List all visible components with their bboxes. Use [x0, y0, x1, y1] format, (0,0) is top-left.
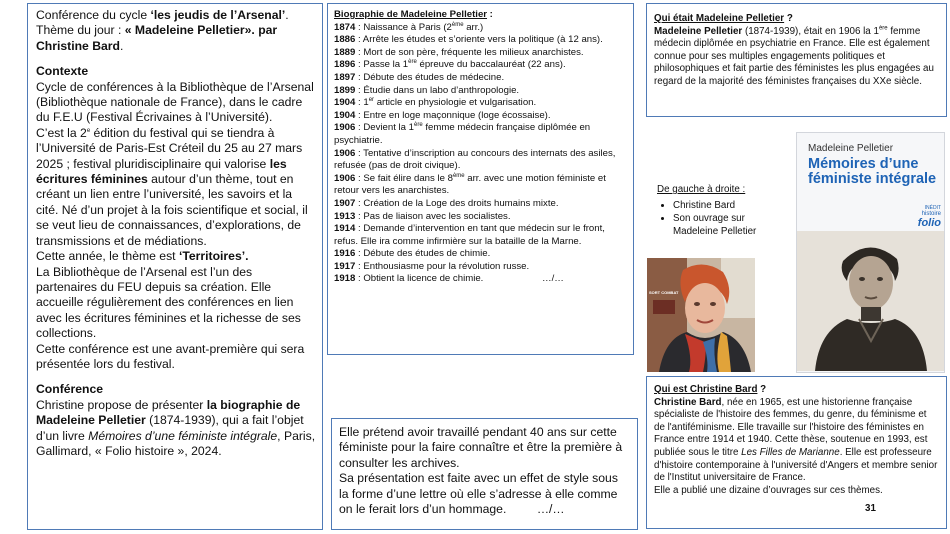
biography-entry: 1906 : Devient la 1ère femme médecin française diplômée en psychiatrie.	[334, 122, 591, 146]
context-paragraph-4: La Bibliothèque de l’Arsenal est l’un des partenaires du FEU depuis sa création. Elle accueille régulièrement des conférences en lien avec les écritures féminines et la richesse de ses collections.	[36, 264, 301, 341]
book-author: Madeleine Pelletier	[808, 143, 894, 154]
biography-entry: 1914 : Demande d’intervention en tant que médecin sur le front, refus. Elle ira comme infirmière sur la bataille de la Marne.	[334, 223, 605, 247]
biography-entry: 1896 : Passe la 1ère épreuve du baccalauréat (22 ans).	[334, 59, 566, 71]
context-heading: Contexte	[36, 64, 89, 79]
christine-bard-photo	[647, 258, 755, 372]
biography-entry: 1913 : Pas de liaison avec les socialistes.	[334, 210, 511, 222]
book-cover	[796, 132, 945, 373]
biography-entry: 1916 : Débute des études de chimie.	[334, 248, 491, 260]
biography-entry: 1899 : Étudie dans un labo d’anthropologie.	[334, 84, 520, 96]
biography-entry: 1889 : Mort de son père, fréquente les milieux anarchistes.	[334, 46, 584, 58]
biography-entry: 1886 : Arrête les études et s’oriente vers la politique (à 12 ans).	[334, 34, 603, 46]
conference-paragraph: Christine propose de présenter la biographie de Madeleine Pelletier (1874-1939), qui a fait l’objet d’un livre Mémoires d’une féministe intégrale, Paris, Gallimard, « Folio histoire », 2024.	[36, 397, 316, 458]
biography-entry: 1874 : Naissance à Paris (2ème arr.)	[334, 21, 484, 33]
conference-heading: Conférence	[36, 382, 104, 397]
biography-entry: 1904 : Entre en loge maçonnique (loge écossaise).	[334, 109, 551, 121]
context-paragraph-3: Cette année, le thème est ‘Territoires’.	[36, 249, 249, 264]
who-is-bard-text: Christine Bard, née en 1965, est une historienne française spécialiste de l'histoire des femmes, du genre, du féminisme et de l'antiféminisme. Elle travaille sur l'histoire des féministes en France entre 1914 et 1940. Cette thèse, soutenue en 1993, est publiée sous le titre Les Filles de Marianne. Elle est professeure d'histoire contemporaine à l'université d'Angers et membre senior de l'Institut universitaire de France.	[654, 396, 938, 484]
biography-box	[327, 3, 634, 355]
biography-entry: 1906 : Se fait élire dans le 8ème arr. avec une motion féministe et retour vers les anarchistes.	[334, 172, 606, 197]
biography-entry: 1897 : Débute des études de médecine.	[334, 71, 505, 83]
biography-entry: 1907 : Création de la Loge des droits humains mixte.	[334, 197, 559, 209]
biography-entry: 1906 : Tentative d’inscription au concours des internats des asiles, refusée (pas de droit civique).	[334, 147, 616, 172]
context-paragraph-1: Cycle de conférences à la Bibliothèque de l’Arsenal (Bibliothèque nationale de France), dans le cadre du F.E.U (Festival Écrivaines à l’Université).	[36, 79, 314, 125]
quote-paragraph-2: Sa présentation est faite avec un effet de style sous la forme d’une lettre où elle s’adresse à elle comme on le ferait lors d’un hommage. …/…	[339, 471, 618, 517]
caption-item: • Son ouvrage sur Madeleine Pelletier	[673, 212, 792, 238]
biography-heading: Biographie de Madeleine Pelletier :	[334, 9, 493, 20]
context-paragraph-5: Cette conférence est une avant-première qui sera présentée lors du festival.	[36, 341, 305, 371]
portrait-badge: SORT COMBAT	[649, 290, 679, 295]
left-text-box	[27, 3, 323, 530]
who-was-pelletier-text: Madeleine Pelletier (1874-1939), était en 1906 la 1ère femme médecin diplômée en psychiatrie en France. Elle est également connue pour ses multiples engagements politiques et philosophiques et fait partie des féministes les plus engagées au regard de la majorité des féministes françaises du XXe siècle.	[654, 25, 934, 87]
biography-entry: 1904 : 1er article en physiologie et vulgarisation.	[334, 96, 537, 109]
book-title: Mémoires d’une féministe intégrale	[808, 156, 937, 187]
intro-line: Conférence du cycle ‘les jeudis de l’Arsenal’.	[36, 8, 289, 22]
caption-list	[657, 199, 792, 238]
context-paragraph-2: C’est la 2e édition du festival qui se tiendra à l’Université de Paris-Est Créteil du 25 au 27 mars 2025 ; festival pluridisciplinaire qui valorise les écritures féminines autour d’un thème, tout en créant un lien entre l’université, les savoirs et la cité. Né d’un projet à la fois scientifique et social, il se veut lieu de connaissances, d’explorations, de transmissions et de médiations.	[36, 125, 308, 248]
biography-continued: …/…	[541, 273, 564, 285]
who-was-pelletier-box	[646, 3, 947, 117]
who-was-pelletier-heading: Qui était Madeleine Pelletier ?	[654, 13, 793, 24]
biography-list	[334, 22, 627, 286]
book-collection: INÉDIT histoire folio	[917, 205, 941, 229]
photo-caption	[657, 184, 792, 238]
quote-box	[331, 418, 638, 530]
theme-line: Thème du jour : « Madeleine Pelletier». par Christine Bard.	[36, 23, 278, 53]
quote-paragraph-1: Elle prétend avoir travaillé pendant 40 ans sur cette féministe pour la faire connaître et être la première à consulter les archives.	[339, 425, 623, 470]
who-is-bard-text-2: Elle a publié une dizaine d’ouvrages sur ces thèmes.	[654, 484, 883, 496]
who-is-bard-heading: Qui est Christine Bard ?	[654, 384, 767, 395]
who-is-bard-box	[646, 376, 947, 529]
biography-entry: 1917 : Enthousiasme pour la révolution russe.	[334, 260, 530, 272]
page-number: 31	[865, 503, 876, 514]
caption-item: • Christine Bard	[673, 199, 792, 212]
biography-entry: 1918 : Obtient la licence de chimie. …/…	[334, 273, 564, 285]
pelletier-portrait	[797, 231, 944, 371]
quote-continued: …/…	[536, 502, 565, 517]
caption-title: De gauche à droite :	[657, 184, 746, 195]
